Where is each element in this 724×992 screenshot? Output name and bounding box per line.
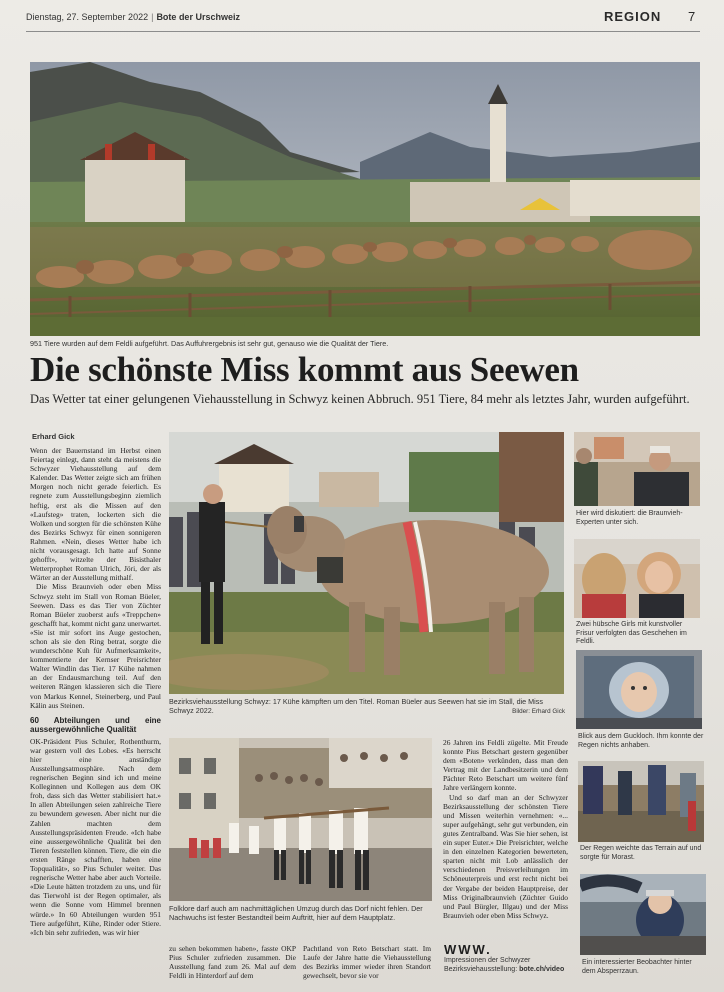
side-caption-3: Blick aus dem Guckloch. Ihm konnte der Regen nichts anhaben.: [578, 733, 704, 749]
side-caption-2: Zwei hübsche Girls mit kunstvoller Frisur verfolgten das Geschehen im Feldli.: [576, 621, 687, 645]
side-caption-5: Ein interessierter Beobachter hinter dem Absperrzaun.: [582, 959, 692, 975]
side-caption-1: Hier wird diskutiert: die Braunvieh-Experten unter sich.: [576, 510, 683, 526]
photo-credit: Bilder: Erhard Gick: [512, 708, 565, 715]
side-photo-experts: [574, 432, 700, 506]
header-rule: [26, 31, 700, 32]
article-column-1: [30, 446, 161, 986]
article-author: Erhard Gick: [32, 432, 75, 441]
page-number: 7: [688, 9, 696, 24]
article-headline: Die schönste Miss kommt aus Seewen: [30, 350, 579, 389]
folklore-photo-caption: Folklore darf auch am nachmittäglichen Umzug durch das Dorf nicht fehlen. Der Nachwuchs ist fester Bestandteil beim Auftritt, hier auf dem Hauptplatz.: [169, 904, 423, 922]
paragraph: Wenn der Bauernstand im Herbst einen Feiertag einlegt, dann steht da meistens die Schwyzer Viehausstellung auf dem Kalender. Das Wetter zeigte sich am frühen Morgen noch nicht gerade feierlich. Es regnete zum Ausstellungsbeginn ziemlich heftig, erst als die Missen auf den «Laufsteg» traten, lockerten sich die Wolken und sorgten für die schönsten Kühe des Bezirks Schwyz für einen sonnigeren Rahmen. «Nein, dieses Wetter habe ich nicht vorausgesagt. Ich hatte auf Sonne gehofft», witzelte der Bisisthaler Wetterprophet Roman Ulrich, Jöri, der als Wärter an der Ausstellung mithalf.: [30, 446, 161, 583]
paragraph: Pachtland von Reto Betschart statt. Im Laufe der Jahre hatte die Viehausstellung des Bezirks immer wieder ihren Standort gewechselt, bevor sie vor: [303, 944, 431, 981]
miss-schwyz-photo: [169, 432, 564, 694]
side-photo-girls: [574, 539, 700, 618]
paragraph: Und so darf man an der Schwyzer Bezirksausstellung der schönsten Tiere und Missen weiterhin vernehmen: «... super aufgehängt, sehr gut verbunden, ein gutes Zentralband. Was Sie hier sehen, ist ein super Euter.» Die Preisrichter, welche in den einzelnen Kategorien bewerteten, sparten nicht mit Lob anlässlich der verschiedenen Preisverleihungen im Schöneuterpreis und erst recht nicht bei der Vergabe der beiden Hauptpreise, der Miss Originalbraunvieh (Züchter Guido und Paul Bürgler, Illgau) und der Miss Braunvieh oder eben Miss Schwyz.: [443, 792, 568, 920]
www-text: [444, 957, 574, 974]
video-link[interactable]: bote.ch/video: [519, 965, 565, 973]
paragraph: 26 Jahren ins Feldli zügelte. Mit Freude konnte Pius Betschart gestern gegenüber dem «Boten» verkünden, dass man den Vertrag mit der Landbesitzerin und dem Pächter Reto Betschart um weitere fünf Jahre verlängern konnte.: [443, 738, 568, 793]
article-lead: Das Wetter tat einer gelungenen Viehausstellung in Schwyz keinen Abbruch. 951 Tiere, 84 mehr als letztes Jahr, wurden aufgeführt.: [30, 392, 690, 406]
side-caption-4: Der Regen weichte das Terrain auf und sorgte für Morast.: [580, 845, 702, 861]
side-photo-peephole: [576, 650, 702, 729]
article-column-2: [169, 944, 296, 990]
side-photo-observer: [580, 874, 706, 955]
paragraph: OK-Präsident Pius Schuler, Rothenthurm, war gestern voll des Lobes. «Es herrscht hier eine anständige Ausstellungsatmosphäre. Nach dem regnerischen Beginn sind ich und meine Kolleginnen und Kollegen aus dem OK froh, dass sich das Wetter stabilisiert hat.» In allen Abteilungen seien zahlreiche Tiere zu bewundern gewesen. Aber nicht nur die Zahlen machten dem Ausstellungspräsidenten Freude. «Ich habe eine aussergewöhnliche Qualität bei den Tieren feststellen können. Tiere, die ein die ersten Ränge schafften, haben eine Topqualität», so Pius Schuler weiter. Das regnerische Wetter habe aber auch Vorteile. «Die Leute hätten trotzdem zu uns, und für das Tierwohl ist der Regen optimaler, als wenn die Sonne vom Himmel brennen würde.» In 60 Abteilungen wurden 951 Tiere aufgeführt, Kühe, Rinder oder Stiere. «Ich bin sehr zufrieden, was wir hier: [30, 736, 161, 937]
folklore-parade-photo: [169, 738, 432, 901]
miss-photo-caption: Bezirksviehausstellung Schwyz: 17 Kühe kämpften um den Titel. Roman Büeler aus Seewen hat sie im Stall, die Miss Schwyz 2022.: [169, 697, 543, 715]
main-photo-cattle-show: [30, 62, 700, 336]
article-subhead: 60 Abteilungen und eine aussergewöhnliche Qualität: [30, 715, 161, 735]
article-column-3: [303, 944, 431, 990]
page-header-left: Dienstag, 27. September 2022 | Bote der Urschweiz: [26, 12, 240, 22]
paragraph: zu sehen bekommen haben», fasste OKP Pius Schuler zufrieden zusammen. Die Ausstellung fand zum 26. Mal auf dem Feldli in Hinterdorf auf dem: [169, 944, 296, 981]
issue-date: Dienstag, 27. September 2022: [26, 12, 149, 22]
article-column-4: [443, 738, 568, 938]
main-photo-caption: 951 Tiere wurden auf dem Feldli aufgeführt. Das Auffuhrergebnis ist sehr gut, genauso wie die Qualität der Tiere.: [30, 339, 389, 348]
www-label: WWW.: [444, 942, 492, 957]
paragraph: Die Miss Braunvieh oder eben Miss Schwyz steht im Stall von Roman Büeler, Seewen. Dass es das Tier von Züchter Roman Büeler zuoberst aufs «Treppchen» geschafft hat, kommt nicht ganz unerwartet. «Sie ist mir sofort ins Auge gestochen, schon als sie den Ring betrat, sorgte die wunderschöne Kuh für Aufmerksamkeit», kommentierte der Kernser Preisrichter Walter Windlin das Tier. 17 Kühe nahmen an der Endausmarchung teil. Auf den weiteren Rängen klassieren sich die Tiere von Markus Kennel, Steinerberg, und Paul Kälin aus Steinen.: [30, 582, 161, 710]
www-description: Impressionen der Schwyzer Bezirksviehausstellung:: [444, 957, 531, 973]
side-photo-mud: [578, 761, 704, 842]
paper-name: Bote der Urschweiz: [156, 12, 240, 22]
section-title: REGION: [604, 9, 662, 24]
